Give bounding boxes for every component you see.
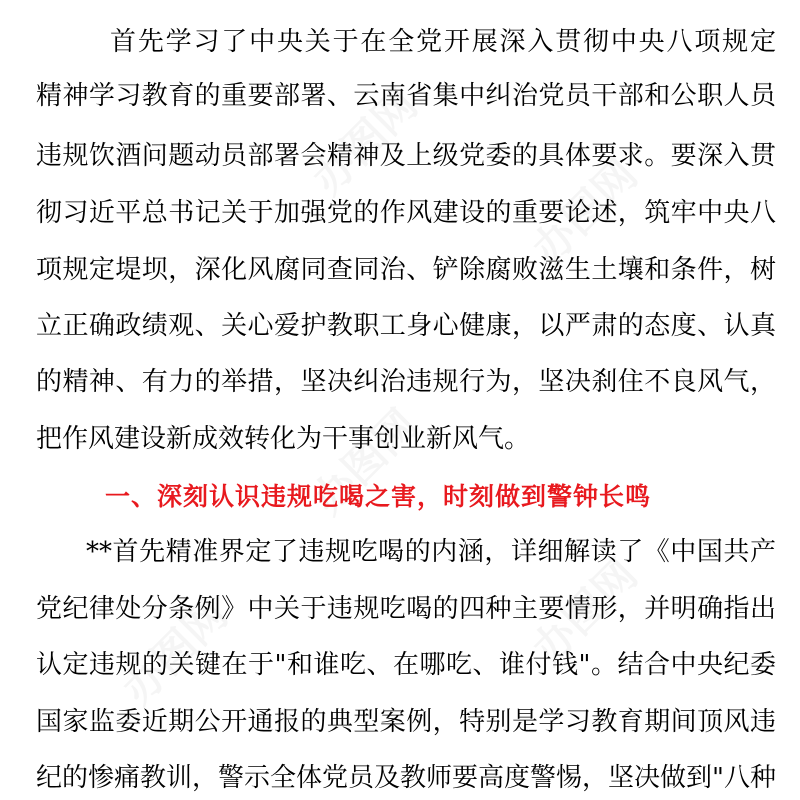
paragraph-1-line: 彻习近平总书记关于加强党的作风建设的重要论述，筑牢中央八	[36, 198, 776, 228]
watermark-logo: 办图网	[302, 79, 427, 204]
paragraph-2-line: 纪的惨痛教训，警示全体党员及教师要高度警惕，坚决做到"八种	[36, 763, 776, 793]
paragraph-2-line: 认定违规的关键在于"和谁吃、在哪吃、谁付钱"。结合中央纪委	[36, 650, 776, 680]
section-heading: 一、深刻认识违规吃喝之害，时刻做到警钟长鸣	[105, 482, 652, 511]
paragraph-2-line: 国家监委近期公开通报的典型案例，特别是学习教育期间顶风违	[36, 707, 776, 737]
paragraph-1-line: 立正确政绩观、关心爱护教职工身心健康，以严肃的态度、认真	[36, 311, 776, 341]
watermark-logo: 办图网	[112, 589, 237, 714]
paragraph-1-line: 首先学习了中央关于在全党开展深入贯彻中央八项规定	[110, 27, 776, 57]
paragraph-1-line: 把作风建设新成效转化为干事创业新风气。	[36, 424, 531, 454]
paragraph-2-line: **首先精准界定了违规吃喝的内涵，详细解读了《中国共产	[86, 537, 776, 567]
watermark-logo: 办图网	[302, 399, 427, 524]
paragraph-1-line: 违规饮酒问题动员部署会精神及上级党委的具体要求。要深入贯	[36, 141, 776, 171]
paragraph-1-line: 项规定堤坝，深化风腐同查同治、铲除腐败滋生土壤和条件，树	[36, 255, 776, 285]
watermark-logo: 办图网	[522, 549, 647, 674]
watermark-logo: 办图网	[522, 149, 647, 274]
paragraph-1-line: 的精神、有力的举措，坚决纠治违规行为，坚决刹住不良风气，	[36, 367, 776, 397]
paragraph-1-line: 精神学习教育的重要部署、云南省集中纠治党员干部和公职人员	[36, 81, 776, 111]
paragraph-2-line: 党纪律处分条例》中关于违规吃喝的四种主要情形，并明确指出	[36, 594, 776, 624]
